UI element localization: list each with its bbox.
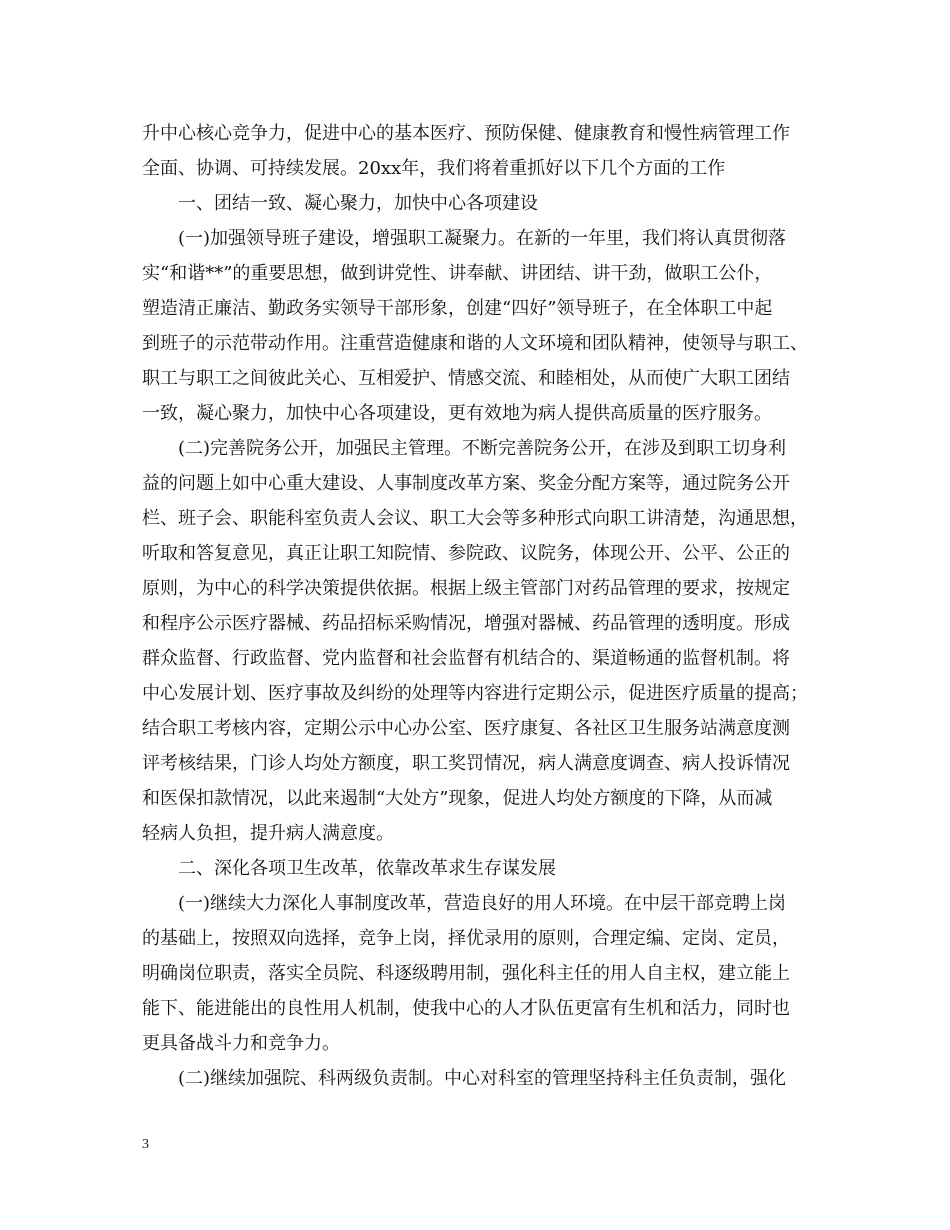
text-line: 塑造清正廉洁、勤政务实领导干部形象，创建“四好”领导班子，在全体职工中起 xyxy=(142,298,773,319)
text-line: 评考核结果，门诊人均处方额度，职工奖罚情况，病人满意度调查、病人投诉情况 xyxy=(142,753,790,774)
section-heading-2: 二、深化各项卫生改革，依靠改革求生存谋发展 xyxy=(178,858,556,879)
paragraph-start: (二)完善院务公开，加强民主管理。不断完善院务公开，在涉及到职工切身利 xyxy=(178,438,787,459)
text-line: 益的问题上如中心重大建设、人事制度改革方案、奖金分配方案等，通过院务公开 xyxy=(142,473,790,494)
text-line: 中心发展计划、医疗事故及纠纷的处理等内容进行定期公示，促进医疗质量的提高； xyxy=(142,683,808,704)
text-line: 更具备战斗力和竞争力。 xyxy=(142,1033,340,1054)
text-line: 一致，凝心聚力，加快中心各项建设，更有效地为病人提供高质量的医疗服务。 xyxy=(142,403,772,424)
text-line: 升中心核心竞争力，促进中心的基本医疗、预防保健、健康教育和慢性病管理工作 xyxy=(142,123,790,144)
text-line: 群众监督、行政监督、党内监督和社会监督有机结合的、渠道畅通的监督机制。将 xyxy=(142,648,790,669)
text-line: 的基础上，按照双向选择，竞争上岗，择优录用的原则，合理定编、定岗、定员， xyxy=(142,928,790,949)
text-line: 明确岗位职责，落实全员院、科逐级聘用制，强化科主任的用人自主权，建立能上 xyxy=(142,963,790,984)
text-line: 实“和谐**”的重要思想，做到讲党性、讲奉献、讲团结、讲干劲，做职工公仆， xyxy=(142,263,773,284)
text-line: 和程序公示医疗器械、药品招标采购情况，增强对器械、药品管理的透明度。形成 xyxy=(142,613,790,634)
text-line: 到班子的示范带动作用。注重营造健康和谐的人文环境和团队精神，使领导与职工、 xyxy=(142,333,808,354)
text-line: 职工与职工之间彼此关心、互相爱护、情感交流、和睦相处，从而使广大职工团结 xyxy=(142,368,790,389)
section-heading-1: 一、团结一致、凝心聚力，加快中心各项建设 xyxy=(178,193,538,214)
text-line: 轻病人负担，提升病人满意度。 xyxy=(142,823,394,844)
document-body xyxy=(142,116,832,1096)
text-line: 结合职工考核内容，定期公示中心办公室、医疗康复、各社区卫生服务站满意度测 xyxy=(142,718,790,739)
page-number: 3 xyxy=(142,1137,149,1152)
text-line: 原则，为中心的科学决策提供依据。根据上级主管部门对药品管理的要求，按规定 xyxy=(142,578,790,599)
text-line: 能下、能进能出的良性用人机制，使我中心的人才队伍更富有生机和活力，同时也 xyxy=(142,998,790,1019)
text-line: 和医保扣款情况，以此来遏制“大处方”现象，促进人均处方额度的下降，从而减 xyxy=(142,788,773,809)
text-line: 全面、协调、可持续发展。20xx年，我们将着重抓好以下几个方面的工作 xyxy=(142,158,726,179)
paragraph-start: (一)继续大力深化人事制度改革，营造良好的用人环境。在中层干部竞聘上岗 xyxy=(178,893,787,914)
paragraph-start: (二)继续加强院、科两级负责制。中心对科室的管理坚持科主任负责制，强化 xyxy=(178,1068,787,1089)
paragraph-start: (一)加强领导班子建设，增强职工凝聚力。在新的一年里，我们将认真贯彻落 xyxy=(178,228,787,249)
text-line: 栏、班子会、职能科室负责人会议、职工大会等多种形式向职工讲清楚，沟通思想， xyxy=(142,508,808,529)
text-line: 听取和答复意见，真正让职工知院情、参院政、议院务，体现公开、公平、公正的 xyxy=(142,543,790,564)
